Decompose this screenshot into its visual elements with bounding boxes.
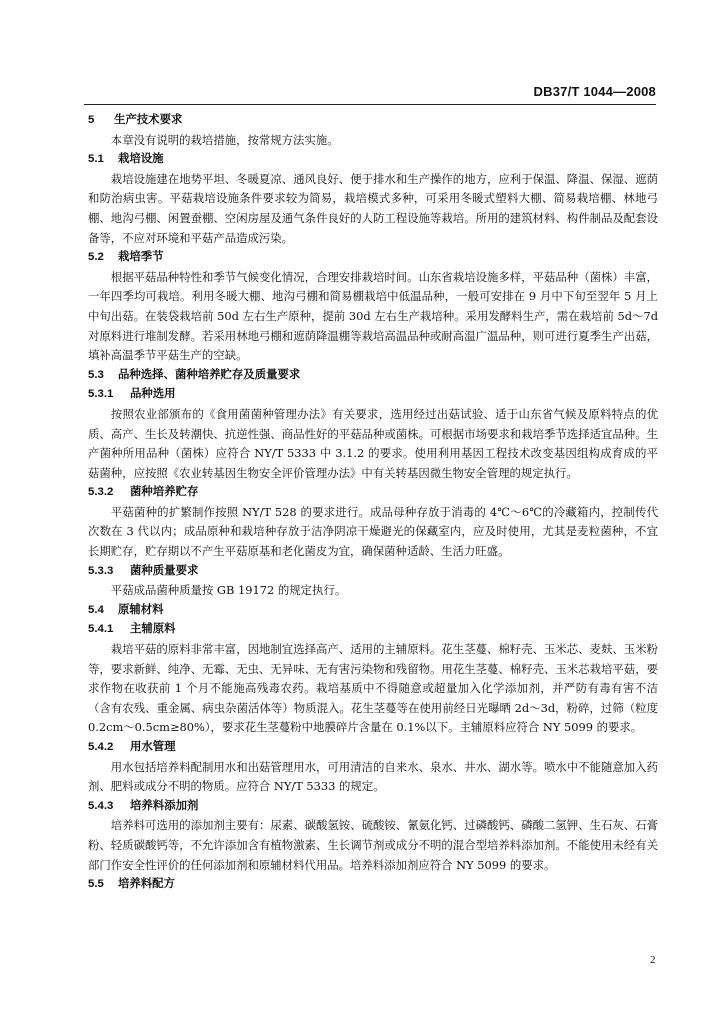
section-number: 5.4.2	[88, 741, 114, 753]
page-number: 2	[650, 954, 656, 966]
section-number: 5.1	[88, 153, 104, 166]
paragraph: 根据平菇品种特性和季节气候变化情况，合理安排栽培时间。山东省栽培设施多样，平菇品种（菌株）丰富，一年四季均可栽培。利用冬暖大棚、地沟弓棚和简易棚栽培中低温品种，一般可安排在 9 月中下旬至翌年 5 月上中旬出菇。在装袋栽培前 50d 左右生产原种，提前 30d 左右生产栽培种。采用发酵料生产，需在栽培前 5d～7d 对原料进行堆制发酵。若采用林地弓棚和遮荫降温棚等栽培高温品种或耐高温广温品种，则可进行夏季生产出菇，填补高温季节平菇生产的空缺。	[88, 269, 658, 363]
section-number: 5.3	[88, 368, 104, 381]
paragraph: 平菇成品菌种质量按 GB 19172 的规定执行。	[110, 583, 347, 598]
paragraph: 平菇菌种的扩繁制作按照 NY/T 528 的要求进行。成品母种存放于消毒的 4℃～6℃的冷藏箱内，控制传代次数在 3 代以内；成品原种和栽培种存放于洁净阴凉干燥避光的保藏室内，应及时使用，尤其是麦粒菌种，不宜长期贮存，贮存期以不产生平菇原基和老化菌皮为宜，确保菌种适龄、生活力旺盛。	[88, 504, 658, 559]
section-heading	[88, 483, 658, 503]
section-heading	[88, 366, 658, 386]
paragraph: 本章没有说明的栽培措施，按常规方法实施。	[110, 132, 339, 147]
paragraph: 栽培设施建在地势平坦、冬暖夏凉、通风良好、便于排水和生产操作的地方，应利于保温、降温、保湿、遮荫和防治病虫害。平菇栽培设施条件要求较为简易，栽培模式多种，可采用冬暖式塑料大棚、简易栽培棚、林地弓棚、地沟弓棚、闲置蚕棚、空闲房屋及通气条件良好的人防工程设施等栽培。所用的建筑材料、构件制品及配套设备等，不应对环境和平菇产品造成污染。	[88, 171, 658, 245]
paragraph: 按照农业部颁布的《食用菌菌种管理办法》有关要求，选用经过出菇试验、适于山东省气候及原料特点的优质、高产、生长及转潮快、抗逆性强、商品性好的平菇品种或菌株。可根据市场要求和栽培季节选择适宜品种。生产菌种所用品种（菌株）应符合 NY/T 5333 中 3.1.2 的要求。使用利用基因工程技术改变基因组构成育成的平菇菌种，应按照《农业转基因生物安全评价管理办法》中有关转基因微生物安全管理的规定执行。	[88, 406, 658, 480]
section-title: 培养料配方	[118, 878, 175, 891]
section-number: 5.3.2	[88, 486, 114, 499]
section-heading	[88, 385, 658, 405]
section-heading	[88, 150, 658, 170]
section-heading	[88, 562, 658, 582]
paragraph: 栽培平菇的原料非常丰富，因地制宜选择高产、适用的主辅原料。花生茎蔓、棉籽壳、玉米芯、麦麸、玉米粉等，要求新鲜、纯净、无霉、无虫、无异味、无有害污染物和残留物。用花生茎蔓、棉籽壳、玉米芯栽培平菇，要求作物在收获前 1 个月不能施高残毒农药。栽培基质中不得随意或超量加入化学添加剂，并严防有毒有害不洁（含有农残、重金属、病虫杂菌活体等）物质混入。花生茎蔓等在使用前经日光曝晒 2d～3d，粉碎，过筛（粒度 0.2cm～0.5cm≥80%），要求花生茎蔓粉中地膜碎片含量在 0.1%以下。主辅原料应符合 NY 5099 的要求。	[88, 642, 658, 735]
header-divider	[84, 104, 656, 105]
section-heading	[88, 738, 658, 758]
section-title: 生产技术要求	[114, 114, 183, 126]
section-title: 原辅材料	[118, 603, 164, 616]
section-number: 5.3.3	[88, 564, 114, 577]
section-title: 品种选择、菌种培养贮存及质量要求	[118, 368, 301, 381]
section-title: 栽培季节	[118, 251, 164, 264]
section-number: 5.4	[88, 603, 104, 616]
section-number: 5.3.1	[88, 388, 114, 401]
section-number: 5.4.3	[88, 799, 114, 812]
section-heading	[88, 111, 658, 131]
document-id: DB37/T 1044—2008	[533, 84, 656, 99]
section-heading	[88, 601, 658, 621]
section-heading	[88, 620, 658, 640]
paragraph: 培养料可选用的添加剂主要有：尿素、碳酸氢铵、硫酸铵、氰氨化钙、过磷酸钙、磷酸二氢钾、生石灰、石膏粉、轻质碳酸钙等，不允许添加含有植物激素、生长调节剂或成分不明的混合型培养料添加剂。不能使用未经有关部门作安全性评价的任何添加剂和原辅材料代用品。培养料添加剂应符合 NY 5099 的要求。	[88, 818, 658, 872]
section-number: 5.5	[88, 878, 104, 891]
section-title: 菌种质量要求	[130, 564, 199, 577]
section-heading	[88, 797, 658, 817]
section-heading	[88, 875, 658, 895]
section-title: 培养料添加剂	[130, 799, 199, 812]
section-heading	[88, 248, 658, 268]
section-number: 5.2	[88, 251, 104, 264]
section-number: 5	[88, 114, 95, 126]
section-title: 栽培设施	[118, 153, 164, 166]
section-title: 用水管理	[130, 741, 176, 753]
section-title: 主辅原料	[130, 623, 176, 636]
paragraph: 用水包括培养料配制用水和出菇管理用水，可用清洁的自来水、泉水、井水、湖水等。喷水中不能随意加入药剂、肥料或成分不明的物质。应符合 NY/T 5333 的规定。	[88, 759, 658, 794]
section-title: 品种选用	[130, 388, 176, 401]
section-title: 菌种培养贮存	[130, 486, 199, 499]
section-number: 5.4.1	[88, 623, 114, 636]
document-body	[88, 111, 658, 895]
